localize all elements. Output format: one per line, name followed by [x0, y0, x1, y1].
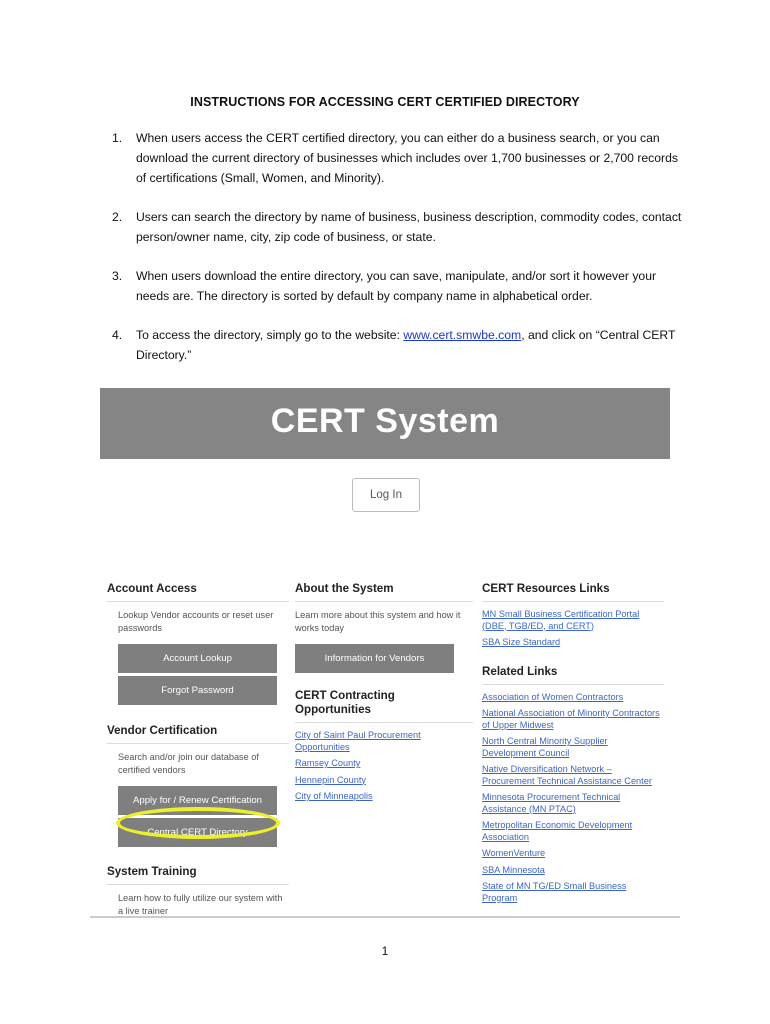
related-link[interactable]: North Central Minority Supplier Development Council: [482, 736, 608, 758]
related-link[interactable]: Native Diversification Network – Procurement Technical Assistance Center: [482, 764, 652, 786]
highlight-circle: [116, 807, 280, 839]
document-title: INSTRUCTIONS FOR ACCESSING CERT CERTIFIED DIRECTORY: [190, 95, 580, 109]
related-links-heading: Related Links: [482, 665, 664, 685]
mn-certification-portal-link[interactable]: MN Small Business Certification Portal (DBE, TGB/ED, and CERT): [482, 609, 640, 631]
related-link[interactable]: Metropolitan Economic Development Association: [482, 820, 633, 842]
cert-system-screenshot: [90, 384, 680, 920]
instruction-list: [112, 128, 682, 384]
screenshot-bottom-border: [90, 916, 680, 918]
city-of-minneapolis-link[interactable]: City of Minneapolis: [295, 791, 373, 801]
related-link[interactable]: National Association of Minority Contractors of Upper Midwest: [482, 708, 660, 730]
contracting-opportunities-heading: CERT Contracting Opportunities: [295, 689, 473, 723]
information-for-vendors-button[interactable]: Information for Vendors: [295, 644, 454, 673]
about-system-desc: Learn more about this system and how it works today: [295, 610, 461, 633]
item-text: When users access the CERT certified directory, you can either do a business search, or you can download the current directory of businesses which includes over 1,700 businesses or 2,700 records of certifications (Small, Women, and Minority).: [136, 131, 678, 185]
related-link[interactable]: SBA Minnesota: [482, 864, 545, 875]
cert-website-link[interactable]: www.cert.smwbe.com: [403, 328, 522, 342]
instruction-item: [112, 128, 682, 188]
instruction-item: [112, 325, 682, 365]
right-column: [482, 582, 664, 909]
item-text: Users can search the directory by name of business, business description, commodity codes, contact person/owner name, city, zip code of business, or state.: [136, 210, 682, 244]
vendor-certification-heading: Vendor Certification: [107, 724, 289, 744]
resources-links-heading: CERT Resources Links: [482, 582, 664, 602]
account-lookup-button[interactable]: Account Lookup: [118, 644, 277, 673]
instruction-item: [112, 266, 682, 306]
system-training-desc: Learn how to fully utilize our system with a live trainer: [118, 893, 283, 916]
related-link[interactable]: WomenVenture: [482, 848, 546, 858]
hennepin-county-link[interactable]: Hennepin County: [295, 774, 366, 785]
item-number: 4.: [112, 328, 123, 342]
contracting-links: [295, 730, 473, 803]
central-cert-directory-button[interactable]: Central CERT Directory: [118, 818, 277, 847]
related-link[interactable]: Association of Women Contractors: [482, 691, 624, 702]
ramsey-county-link[interactable]: Ramsey County: [295, 758, 361, 768]
account-access-heading: Account Access: [107, 582, 289, 602]
item-text: When users download the entire directory, you can save, manipulate, and/or sort it however your needs are. The directory is sorted by default by company name in alphabetical order.: [136, 269, 657, 303]
apply-renew-button[interactable]: Apply for / Renew Certification: [118, 786, 277, 815]
system-training-heading: System Training: [107, 865, 289, 885]
vendor-certification-desc: Search and/or join our database of certified vendors: [118, 752, 259, 775]
forgot-password-button[interactable]: Forgot Password: [118, 676, 277, 705]
left-column: [107, 582, 289, 926]
middle-column: [295, 582, 473, 808]
related-link[interactable]: State of MN TG/ED Small Business Program: [482, 881, 627, 903]
related-links: [482, 692, 664, 905]
login-button[interactable]: Log In: [352, 478, 420, 512]
resources-links: [482, 609, 664, 649]
page-number: 1: [381, 944, 389, 958]
sba-size-standard-link[interactable]: SBA Size Standard: [482, 637, 561, 647]
item-number: 1.: [112, 131, 123, 145]
item-number: 3.: [112, 269, 123, 283]
item-number: 2.: [112, 210, 123, 224]
instruction-item: [112, 207, 682, 247]
about-system-heading: About the System: [295, 582, 473, 602]
account-access-desc: Lookup Vendor accounts or reset user passwords: [118, 610, 274, 633]
saint-paul-procurement-link[interactable]: City of Saint Paul Procurement Opportunities: [295, 730, 421, 752]
related-link[interactable]: Minnesota Procurement Technical Assistance (MN PTAC): [482, 792, 621, 814]
hero-title: CERT System: [270, 402, 500, 440]
item-text: To access the directory, simply go to the website: www.cert.smwbe.com, and click on “Central CERT Directory.”: [136, 328, 676, 362]
hero-banner: [100, 388, 670, 459]
